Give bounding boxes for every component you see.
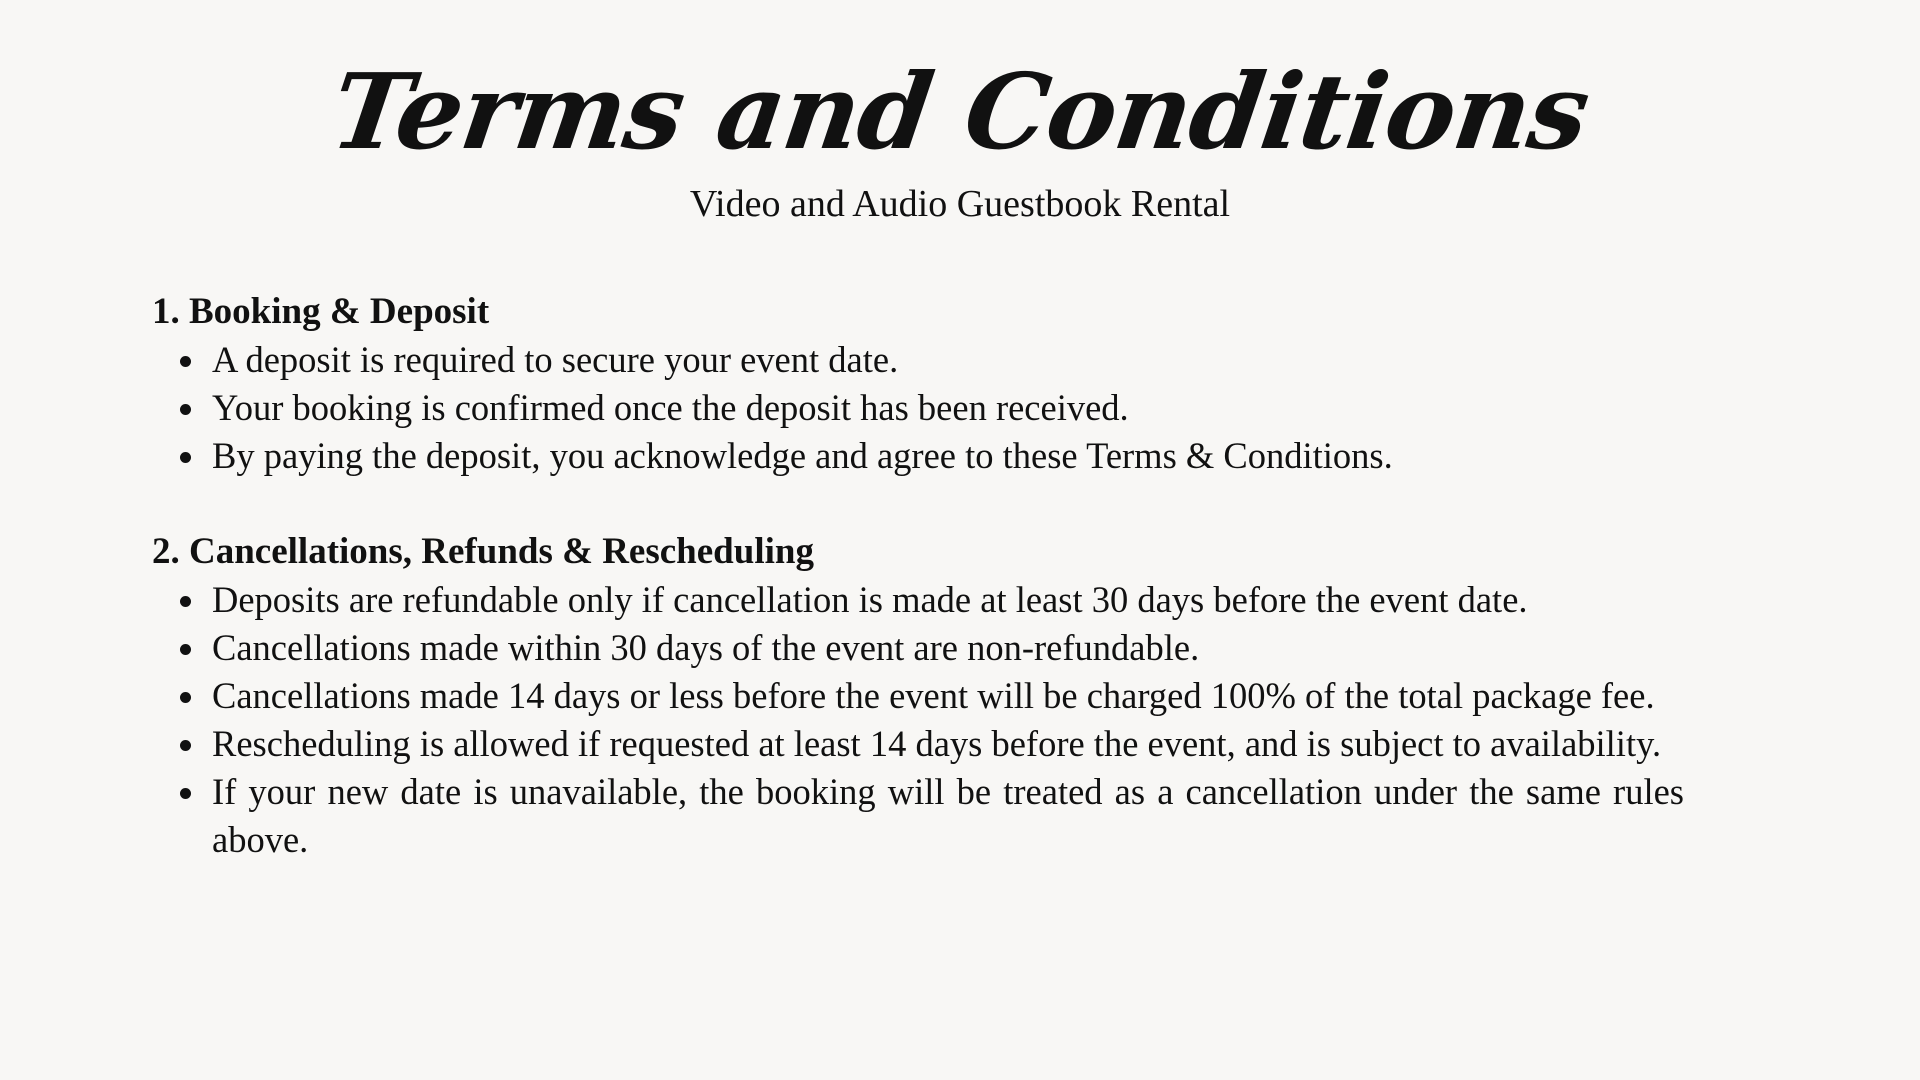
list-item xyxy=(152,768,1684,864)
bullet-icon xyxy=(180,788,191,799)
list-item-text: Your booking is confirmed once the deposit has been received. xyxy=(212,387,1129,428)
bullet-icon xyxy=(180,644,191,655)
bullet-list xyxy=(152,336,1684,480)
section-cancellations xyxy=(152,528,1684,864)
page-subtitle: Video and Audio Guestbook Rental xyxy=(689,183,1231,225)
list-item xyxy=(152,720,1684,768)
bullet-icon xyxy=(180,356,191,367)
terms-content xyxy=(152,288,1684,864)
list-item xyxy=(152,336,1684,384)
section-heading: 2. Cancellations, Refunds & Rescheduling xyxy=(152,531,814,572)
list-item xyxy=(152,384,1684,432)
bullet-icon xyxy=(180,596,191,607)
bullet-icon xyxy=(180,452,191,463)
bullet-list xyxy=(152,576,1684,864)
list-item xyxy=(152,576,1684,624)
section-heading: 1. Booking & Deposit xyxy=(152,291,490,332)
section-booking-deposit xyxy=(152,288,1684,480)
list-item xyxy=(152,624,1684,672)
list-item-text: Deposits are refundable only if cancellation is made at least 30 days before the event date. xyxy=(212,579,1528,620)
bullet-icon xyxy=(180,740,191,751)
bullet-icon xyxy=(180,404,191,415)
page-title: Terms and Conditions xyxy=(324,50,1596,173)
list-item-text: A deposit is required to secure your event date. xyxy=(212,339,899,380)
bullet-icon xyxy=(180,692,191,703)
list-item-text: By paying the deposit, you acknowledge and agree to these Terms & Conditions. xyxy=(212,435,1393,476)
list-item-text: Cancellations made within 30 days of the event are non-refundable. xyxy=(212,627,1200,668)
list-item-text: Cancellations made 14 days or less before the event will be charged 100% of the total package fee. xyxy=(212,675,1655,716)
list-item xyxy=(152,432,1684,480)
list-item xyxy=(152,672,1684,720)
list-item-text: If your new date is unavailable, the booking will be treated as a cancellation under the same rules above. xyxy=(212,771,1684,860)
list-item-text: Rescheduling is allowed if requested at least 14 days before the event, and is subject to availability. xyxy=(212,723,1662,764)
